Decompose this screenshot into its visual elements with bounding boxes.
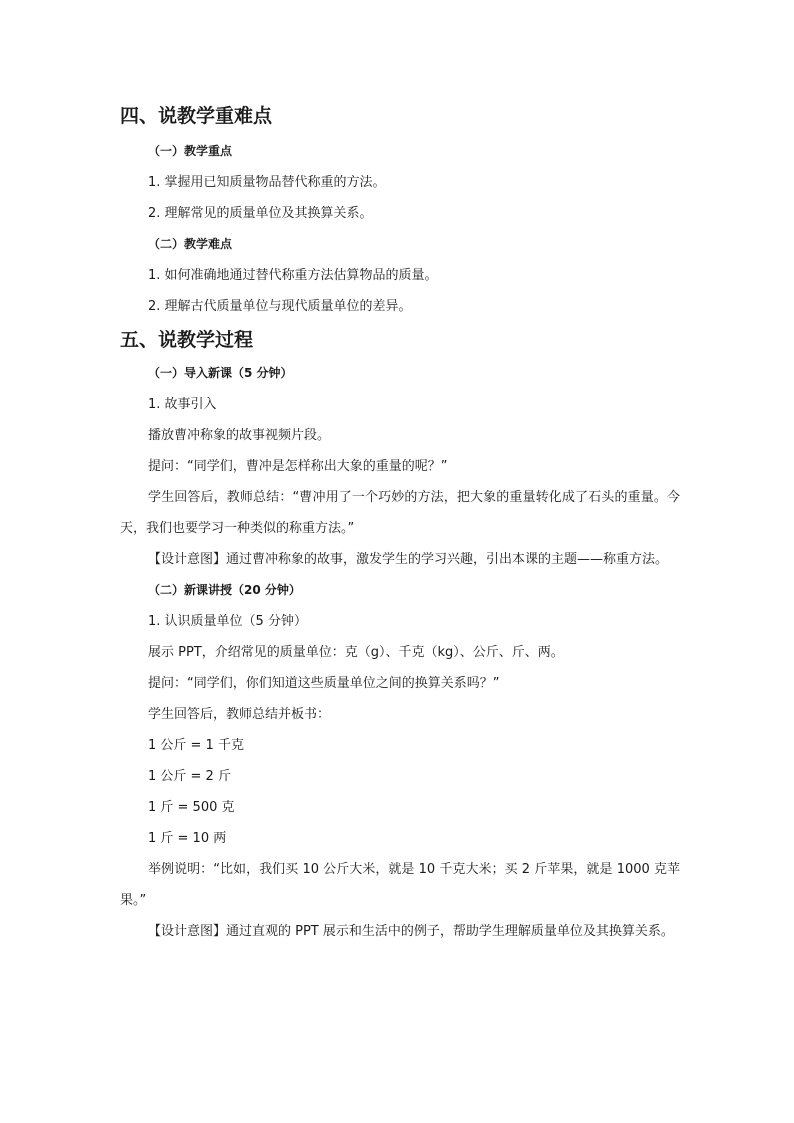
conversion-line: 1 公斤 = 1 千克 <box>148 738 244 753</box>
difficulty-item: 2. 理解古代质量单位与现代质量单位的差异。 <box>148 299 412 314</box>
design-intent-paragraph: 【设计意图】通过曹冲称象的故事，激发学生的学习兴趣，引出本课的主题——称重方法。 <box>148 552 669 567</box>
subheading-difficulties: （二）教学难点 <box>148 237 233 251</box>
subheading-new-lesson: （二）新课讲授（20 分钟） <box>148 583 301 597</box>
key-point-item: 2. 理解常见的质量单位及其换算关系。 <box>148 206 373 221</box>
teacher-summary-paragraph: 学生回答后，教师总结：“曹冲用了一个巧妙的方法，把大象的重量转化成了石头的重量。今天，我们也要学习一种类似的称重方法。” <box>120 490 680 536</box>
subheading-key-points: （一）教学重点 <box>148 144 233 158</box>
process-line: 提问：“同学们，你们知道这些质量单位之间的换算关系吗？” <box>148 676 500 691</box>
conversion-line: 1 斤 = 500 克 <box>148 800 235 815</box>
subheading-introduction: （一）导入新课（5 分钟） <box>148 366 293 380</box>
conversion-line: 1 斤 = 10 两 <box>148 831 227 846</box>
design-intent-paragraph: 【设计意图】通过直观的 PPT 展示和生活中的例子，帮助学生理解质量单位及其换算关系。 <box>148 924 674 939</box>
section-heading-key-difficult-points: 四、说教学重难点 <box>120 105 273 127</box>
step-title: 1. 故事引入 <box>148 397 217 412</box>
process-line: 展示 PPT，介绍常见的质量单位：克（g）、千克（kg）、公斤、斤、两。 <box>148 645 564 660</box>
process-line: 学生回答后，教师总结并板书： <box>148 707 331 722</box>
example-paragraph: 举例说明：“比如，我们买 10 公斤大米，就是 10 千克大米；买 2 斤苹果，就是 1000 克苹果。” <box>120 862 680 908</box>
difficulty-item: 1. 如何准确地通过替代称重方法估算物品的质量。 <box>148 268 438 283</box>
process-line: 播放曹冲称象的故事视频片段。 <box>148 428 331 443</box>
section-heading-teaching-process: 五、说教学过程 <box>120 329 254 351</box>
key-point-item: 1. 掌握用已知质量物品替代称重的方法。 <box>148 175 386 190</box>
step-title: 1. 认识质量单位（5 分钟） <box>148 614 307 629</box>
conversion-line: 1 公斤 = 2 斤 <box>148 769 231 784</box>
document-content <box>120 102 680 947</box>
process-line: 提问：“同学们，曹冲是怎样称出大象的重量的呢？” <box>148 459 448 474</box>
